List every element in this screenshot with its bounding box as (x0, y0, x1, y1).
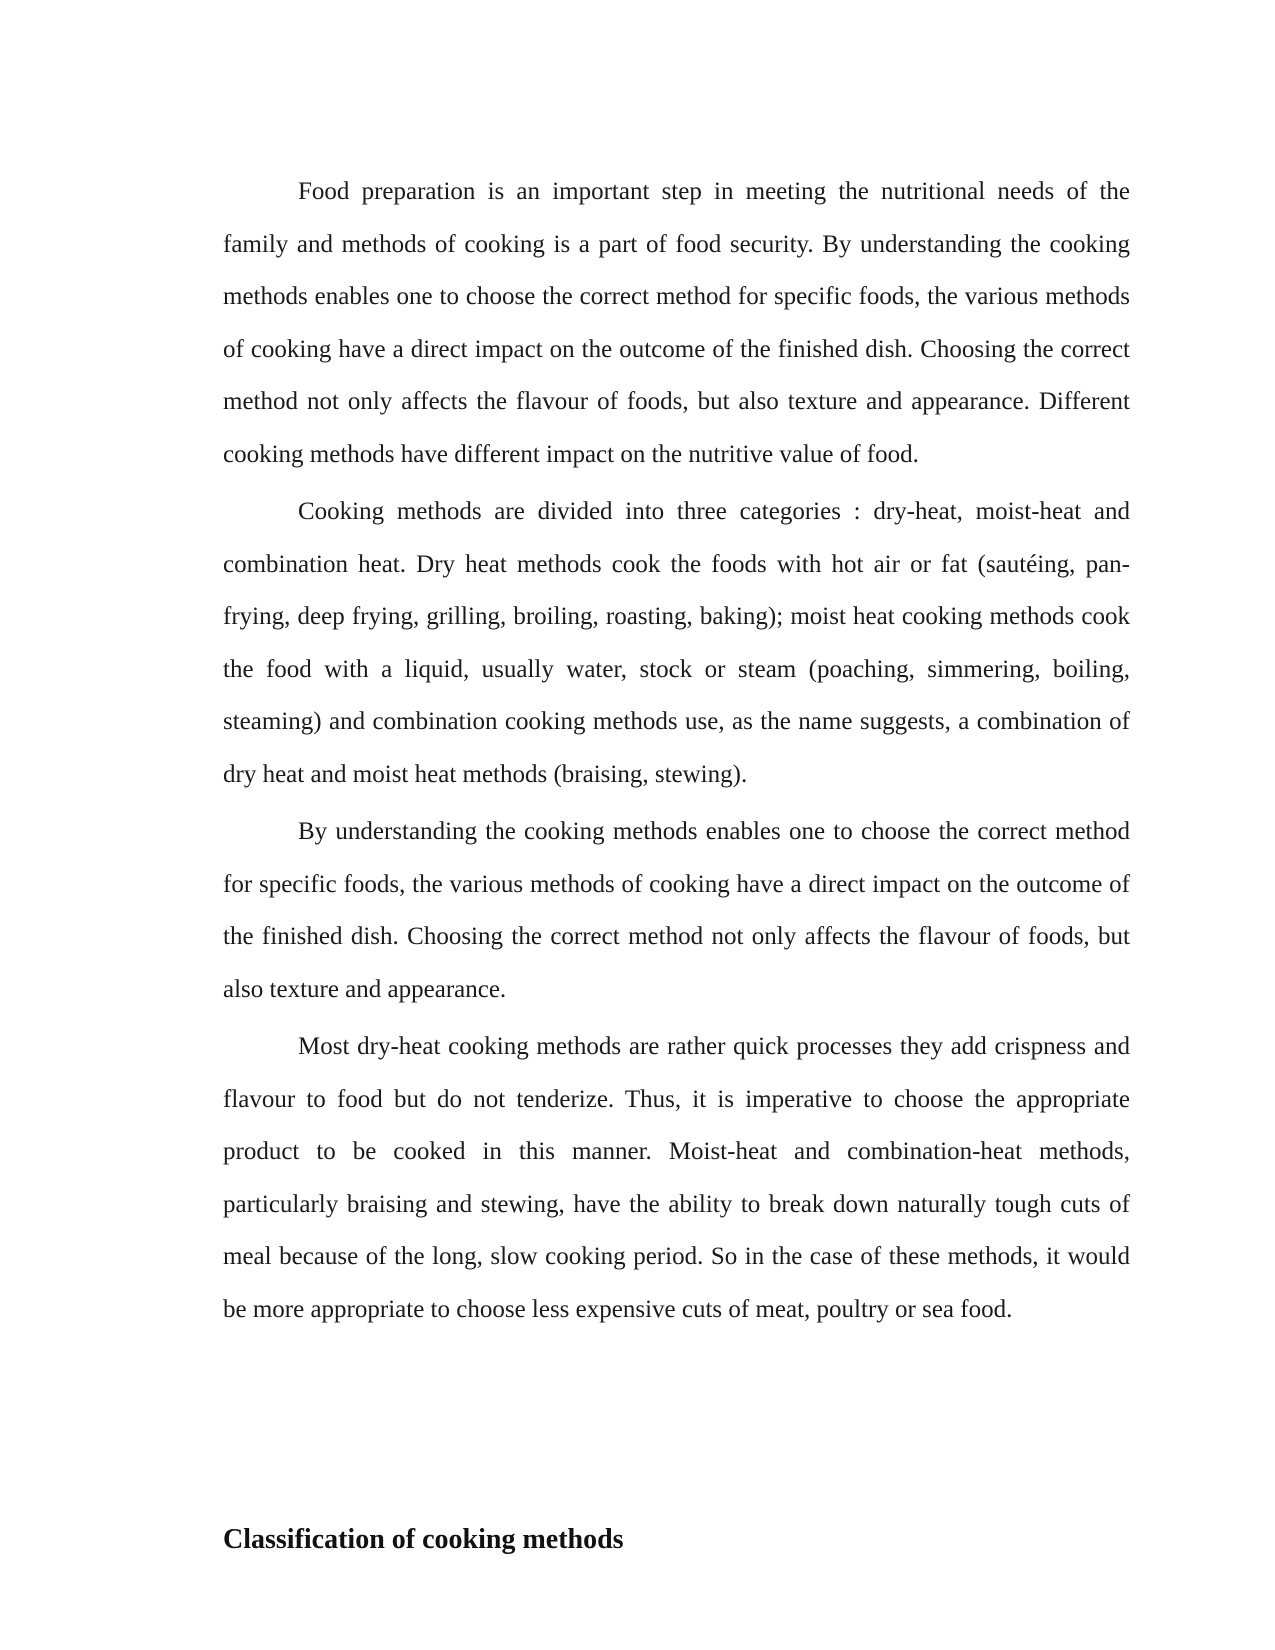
section-heading: Classification of cooking methods (223, 1524, 624, 1555)
paragraph-understanding-methods: By understanding the cooking methods enables one to choose the correct method for specific foods, the various methods of cooking have a direct impact on the outcome of the finished dish. Choosing the correct method not only affects the flavour of foods, but also texture and appearance. (223, 818, 1130, 1003)
document-body (223, 166, 1130, 1341)
paragraph-cooking-categories: Cooking methods are divided into three categories : dry-heat, moist-heat and combination heat. Dry heat methods cook the foods with hot air or fat (sautéing, pan-frying, deep frying, grilling, broiling, roasting, baking); moist heat cooking methods cook the food with a liquid, usually water, stock or steam (poaching, simmering, boiling, steaming) and combination cooking methods use, as the name suggests, a combination of dry heat and moist heat methods (braising, stewing). (223, 498, 1130, 788)
paragraph-dry-heat-methods: Most dry-heat cooking methods are rather quick processes they add crispness and flavour to food but do not tenderize. Thus, it is imperative to choose the appropriate product to be cooked in this manner. Moist-heat and combination-heat methods, particularly braising and stewing, have the ability to break down naturally tough cuts of meal because of the long, slow cooking period. So in the case of these methods, it would be more appropriate to choose less expensive cuts of meat, poultry or sea food. (223, 1033, 1130, 1323)
paragraph-food-preparation: Food preparation is an important step in meeting the nutritional needs of the family and methods of cooking is a part of food security. By understanding the cooking methods enables one to choose the correct method for specific foods, the various methods of cooking have a direct impact on the outcome of the finished dish. Choosing the correct method not only affects the flavour of foods, but also texture and appearance. Different cooking methods have different impact on the nutritive value of food. (223, 178, 1130, 468)
